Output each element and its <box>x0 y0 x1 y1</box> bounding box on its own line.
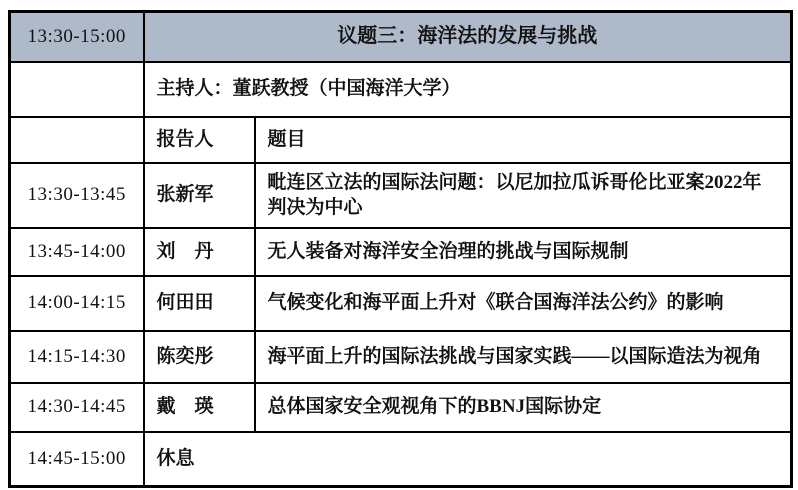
time-cell: 14:00-14:15 <box>10 276 144 331</box>
table-row <box>10 163 792 228</box>
topic-column-header: 题目 <box>255 117 792 163</box>
time-cell: 14:45-15:00 <box>10 432 144 487</box>
moderator-row <box>10 62 792 117</box>
table-row <box>10 331 792 383</box>
column-header-row <box>10 117 792 163</box>
topic-cell: 无人装备对海洋安全治理的挑战与国际规制 <box>255 228 792 276</box>
topic-cell: 总体国家安全观视角下的BBNJ国际协定 <box>255 383 792 432</box>
session-time: 13:30-15:00 <box>10 12 144 62</box>
empty-cell <box>10 117 144 163</box>
table-row <box>10 276 792 331</box>
break-row <box>10 432 792 487</box>
time-cell: 14:15-14:30 <box>10 331 144 383</box>
speaker-cell: 张新军 <box>144 163 255 228</box>
schedule-table <box>8 10 793 488</box>
speaker-cell: 戴 瑛 <box>144 383 255 432</box>
topic-cell: 毗连区立法的国际法问题：以尼加拉瓜诉哥伦比亚案2022年判决为中心 <box>255 163 792 228</box>
session-header-row <box>10 12 792 62</box>
speaker-column-header: 报告人 <box>144 117 255 163</box>
time-cell: 14:30-14:45 <box>10 383 144 432</box>
topic-cell: 海平面上升的国际法挑战与国家实践——以国际造法为视角 <box>255 331 792 383</box>
table-row <box>10 383 792 432</box>
time-cell: 13:45-14:00 <box>10 228 144 276</box>
topic-cell: 气候变化和海平面上升对《联合国海洋法公约》的影响 <box>255 276 792 331</box>
break-label-cell: 休息 <box>144 432 792 487</box>
time-cell: 13:30-13:45 <box>10 163 144 228</box>
table-row <box>10 228 792 276</box>
speaker-cell: 何田田 <box>144 276 255 331</box>
speaker-cell: 刘 丹 <box>144 228 255 276</box>
empty-cell <box>10 62 144 117</box>
session-title: 议题三：海洋法的发展与挑战 <box>144 12 792 62</box>
moderator-cell: 主持人：董跃教授（中国海洋大学） <box>144 62 792 117</box>
speaker-cell: 陈奕彤 <box>144 331 255 383</box>
